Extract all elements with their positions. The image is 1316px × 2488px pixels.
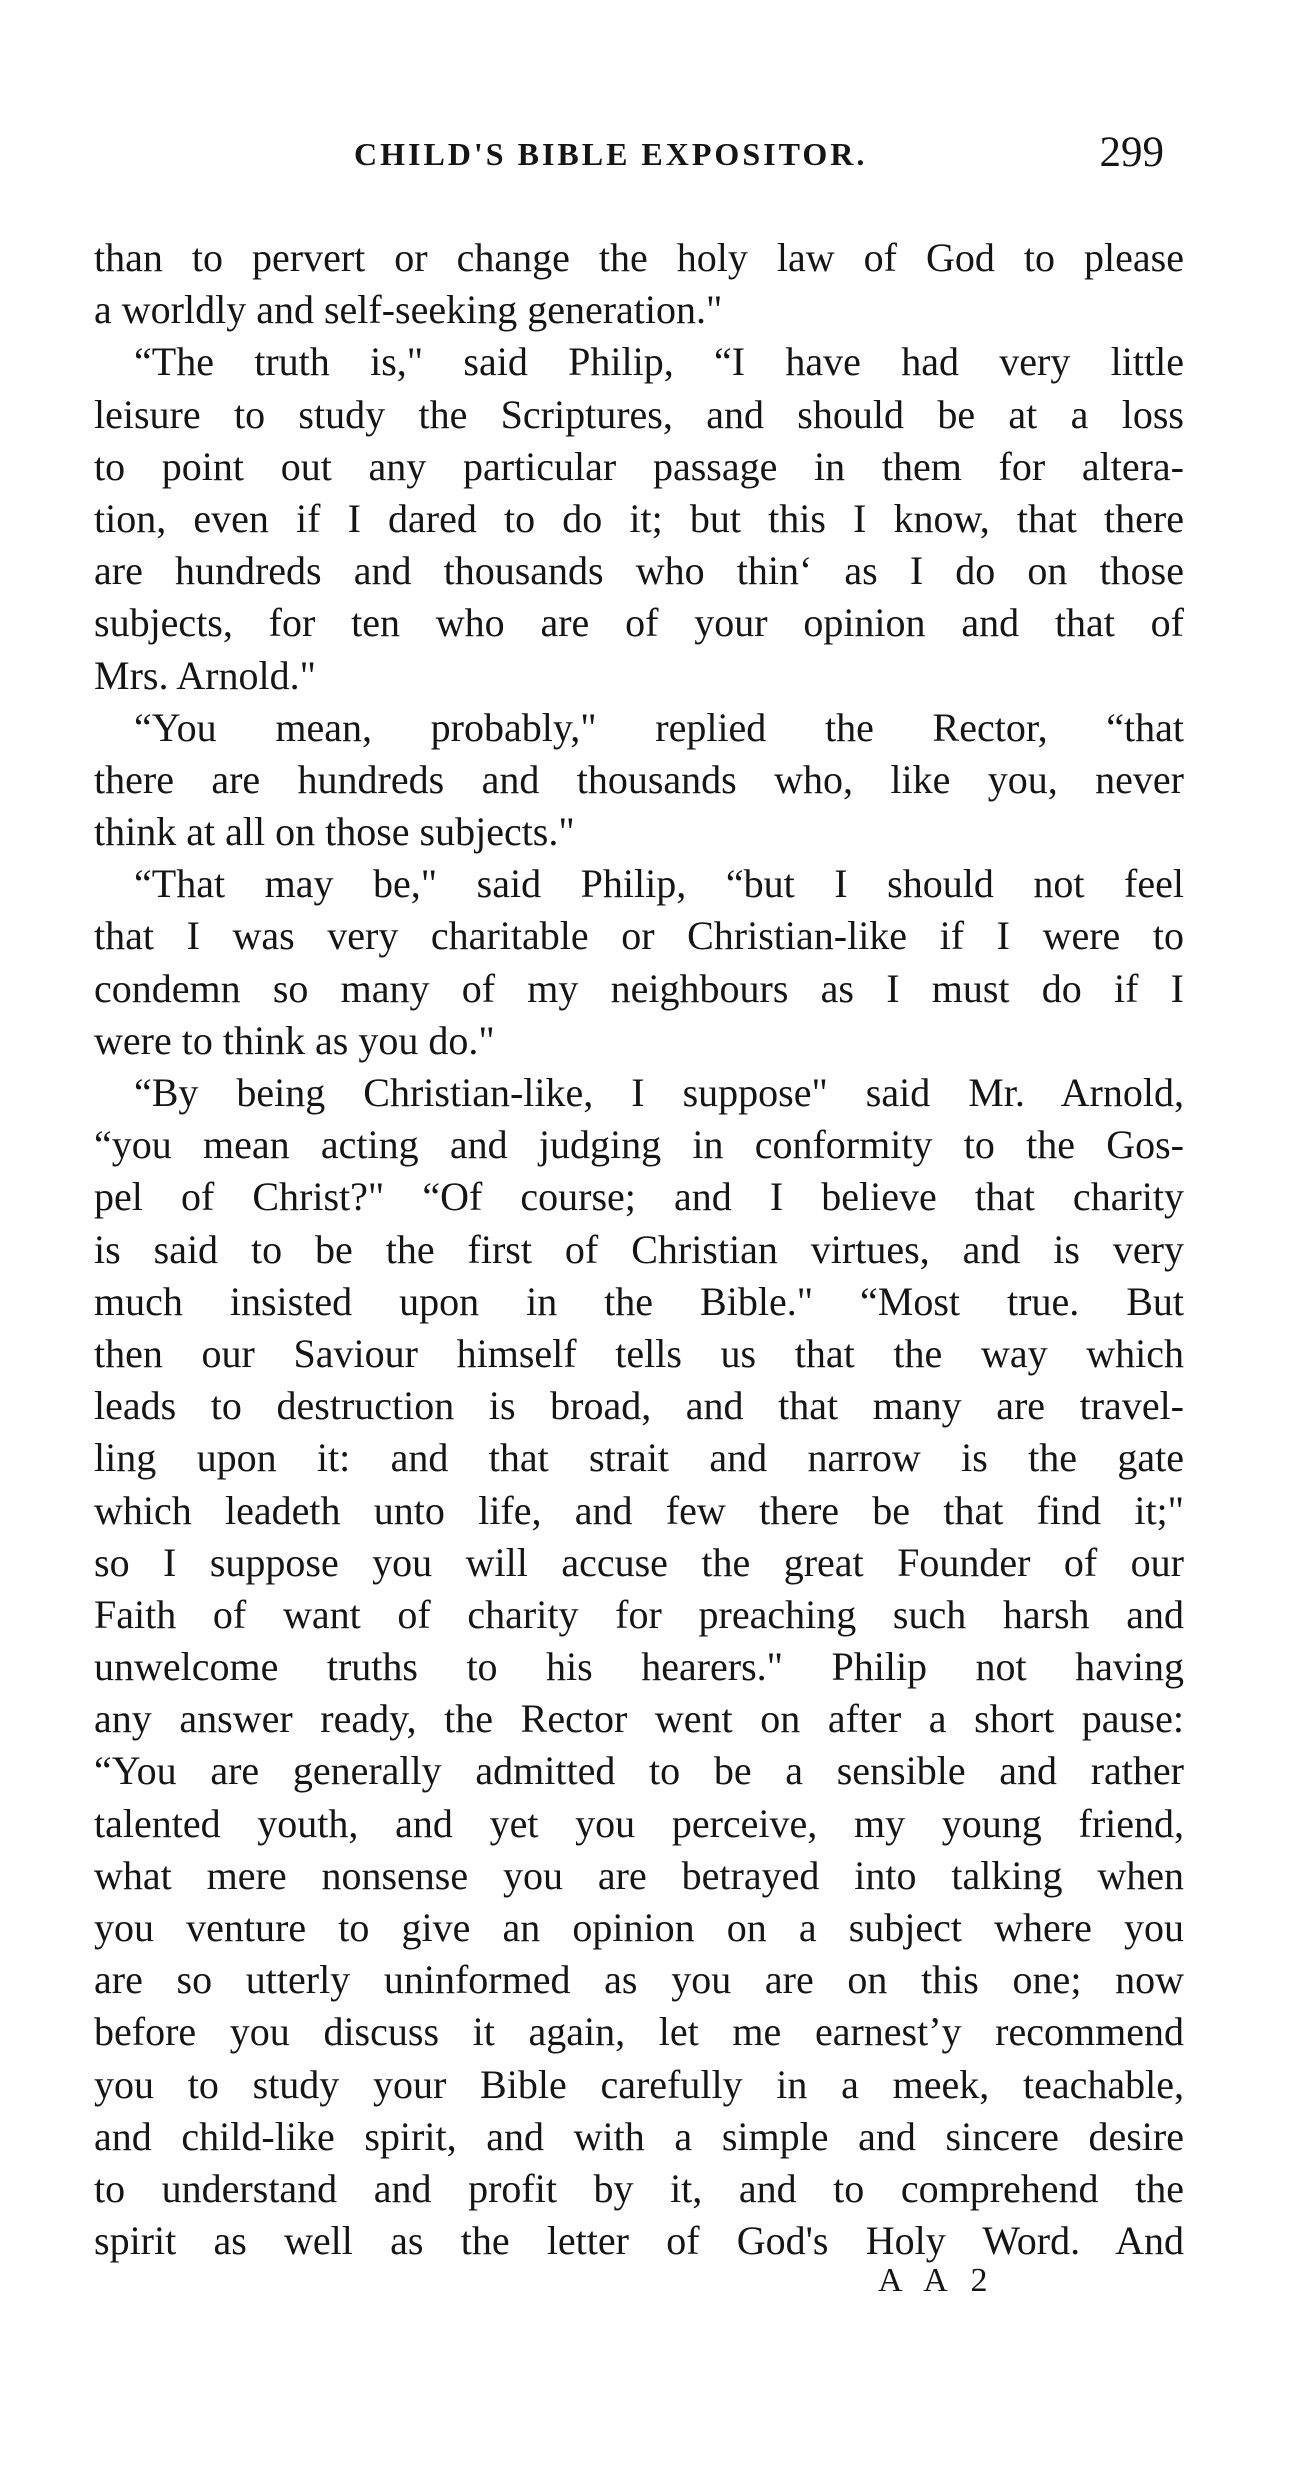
text-line: were to think as you do." (94, 1017, 495, 1063)
text-line: unwelcome truths to his hearers." Philip not having (94, 1644, 1184, 1690)
page-number: 299 (1099, 129, 1164, 176)
text-line: before you discuss it again, let me earnestʼy recommend (94, 2009, 1184, 2055)
text-line: any answer ready, the Rector went on after a short pause: (94, 1696, 1184, 1742)
text-line: to understand and profit by it, and to comprehend the (94, 2165, 1184, 2211)
text-line: pel of Christ?" “Of course; and I believe that charity (94, 1174, 1184, 1220)
text-line: “That may be," said Philip, “but I should not feel (134, 861, 1184, 907)
text-line: that I was very charitable or Christian-like if I were to (94, 913, 1184, 959)
text-line: is said to be the first of Christian virtues, and is very (94, 1226, 1184, 1272)
text-line: a worldly and self-seeking generation." (94, 287, 723, 333)
text-line: leads to destruction is broad, and that many are travel- (94, 1383, 1184, 1429)
text-line: are so utterly uninformed as you are on this one; now (94, 1957, 1184, 2003)
printer-signature: A A 2 (878, 2262, 996, 2299)
text-line: than to pervert or change the holy law of God to please (94, 235, 1184, 280)
text-line: leisure to study the Scriptures, and should be at a loss (94, 391, 1184, 437)
text-line: so I suppose you will accuse the great Founder of our (94, 1539, 1184, 1585)
text-line: which leadeth unto life, and few there be that find it;" (94, 1487, 1184, 1533)
text-line: spirit as well as the letter of God's Holy Word. And (94, 2218, 1184, 2264)
text-line: you to study your Bible carefully in a meek, teachable, (94, 2061, 1184, 2107)
running-title: CHILD'S BIBLE EXPOSITOR. (354, 136, 868, 172)
running-head (94, 128, 1184, 188)
text-line: “By being Christian-like, I suppose" said Mr. Arnold, (134, 1070, 1184, 1115)
text-line: ling upon it: and that strait and narrow is the gate (94, 1435, 1184, 1481)
text-line: subjects, for ten who are of your opinion and that of (94, 600, 1184, 646)
text-line: “you mean acting and judging in conformity to the Gos- (94, 1122, 1184, 1168)
text-line: “You are generally admitted to be a sensible and rather (94, 1748, 1184, 1794)
text-line: and child-like spirit, and with a simple and sincere desire (94, 2113, 1184, 2159)
text-line: Faith of want of charity for preaching such harsh and (94, 1591, 1184, 1637)
text-line: think at all on those subjects." (94, 809, 575, 855)
text-line: are hundreds and thousands who thinʻ as I do on those (94, 548, 1184, 594)
body-text (94, 232, 1184, 2267)
text-line: “The truth is," said Philip, “I have had very little (134, 339, 1184, 385)
text-line: talented youth, and yet you perceive, my young friend, (94, 1800, 1184, 1846)
text-line: condemn so many of my neighbours as I must do if I (94, 965, 1184, 1011)
text-line: Mrs. Arnold." (94, 652, 316, 698)
text-line: to point out any particular passage in them for altera- (94, 443, 1184, 489)
text-line: there are hundreds and thousands who, like you, never (94, 756, 1184, 802)
text-line: what mere nonsense you are betrayed into talking when (94, 1852, 1184, 1898)
text-line: “You mean, probably," replied the Rector, “that (134, 704, 1184, 750)
text-line: you venture to give an opinion on a subject where you (94, 1905, 1184, 1950)
text-line: tion, even if I dared to do it; but this I know, that there (94, 495, 1184, 541)
text-line: much insisted upon in the Bible." “Most true. But (94, 1278, 1184, 1324)
text-line: then our Saviour himself tells us that the way which (94, 1330, 1184, 1376)
